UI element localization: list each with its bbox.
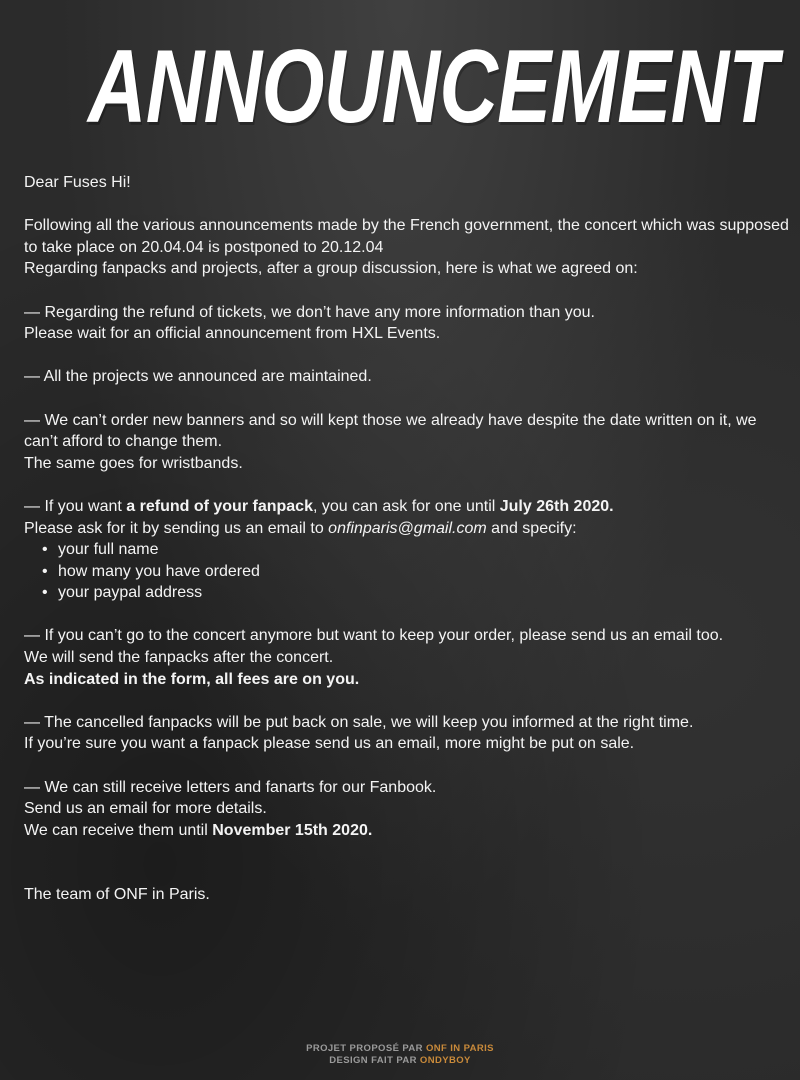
email-instruction-post: and specify:	[486, 519, 577, 537]
projects-line: — All the projects we announced are maintained.	[24, 368, 372, 386]
footer-design-credit	[0, 1055, 800, 1067]
fanbook-details-line: Send us an email for more details.	[24, 800, 267, 818]
fanbook-deadline-pre: We can receive them until	[24, 821, 213, 839]
intro-agreement-line: Regarding fanpacks and projects, after a group discussion, here is what we agreed on:	[24, 260, 638, 278]
footer-project-credit	[0, 1043, 800, 1055]
refund-tickets-wait-line: Please wait for an official announcement from HXL Events.	[24, 325, 441, 343]
fanpack-refund-mid: , you can ask for one until	[312, 497, 500, 515]
cancelled-fanpacks-line: — The cancelled fanpacks will be put back on sale, we will keep you informed at the right time.	[24, 713, 694, 731]
signoff: The team of ONF in Paris.	[24, 886, 210, 904]
fees-notice: As indicated in the form, all fees are on you.	[24, 670, 360, 688]
fanpack-refund-pre: — If you want	[24, 497, 127, 515]
footer-project-name: ONF IN PARIS	[425, 1043, 494, 1054]
email-instruction-pre: Please ask for it by sending us an email to	[24, 519, 329, 537]
wristbands-line: The same goes for wristbands.	[24, 454, 243, 472]
list-item: • how many you have ordered	[34, 561, 794, 583]
footer-project-label: PROJET PROPOSÉ PAR	[306, 1043, 426, 1054]
list-item: • your full name	[34, 539, 794, 561]
fanpack-refund-line	[24, 496, 794, 518]
fanpack-refund-deadline: July 26th 2020.	[499, 497, 614, 515]
list-item: • your paypal address	[34, 582, 794, 604]
poster-title: ANNOUNCEMENT	[88, 29, 778, 145]
announcement-body	[24, 172, 794, 906]
send-after-concert-line: We will send the fanpacks after the concert.	[24, 649, 334, 667]
fanpack-refund-email-line	[24, 518, 794, 540]
footer-designer-name: ONDYBOY	[419, 1055, 471, 1066]
keep-order-line: — If you can’t go to the concert anymore but want to keep your order, please send us an email too.	[24, 627, 724, 645]
fanbook-deadline-line	[24, 820, 794, 842]
want-fanpack-line: If you’re sure you want a fanpack please send us an email, more might be put on sale.	[24, 735, 635, 753]
footer-design-label: DESIGN FAIT PAR	[329, 1055, 420, 1066]
fanbook-line: — We can still receive letters and fanarts for our Fanbook.	[24, 778, 437, 796]
greeting: Dear Fuses Hi!	[24, 174, 131, 191]
refund-tickets-line: — Regarding the refund of tickets, we don’t have any more information than you.	[24, 303, 595, 321]
footer-credits	[0, 1043, 800, 1067]
contact-email: onfinparis@gmail.com	[328, 519, 487, 537]
fanbook-deadline-date: November 15th 2020.	[212, 821, 373, 839]
fanpack-refund-bold: a refund of your fanpack	[126, 497, 313, 515]
refund-requirements-list	[24, 539, 794, 604]
intro-paragraph: Following all the various announcements made by the French government, the concert which was supposed to take place on 20.04.04 is postponed to 20.12.04	[24, 217, 789, 256]
banners-line: — We can’t order new banners and so will kept those we already have despite the date written on it, we can’t afford to change them.	[24, 411, 757, 451]
